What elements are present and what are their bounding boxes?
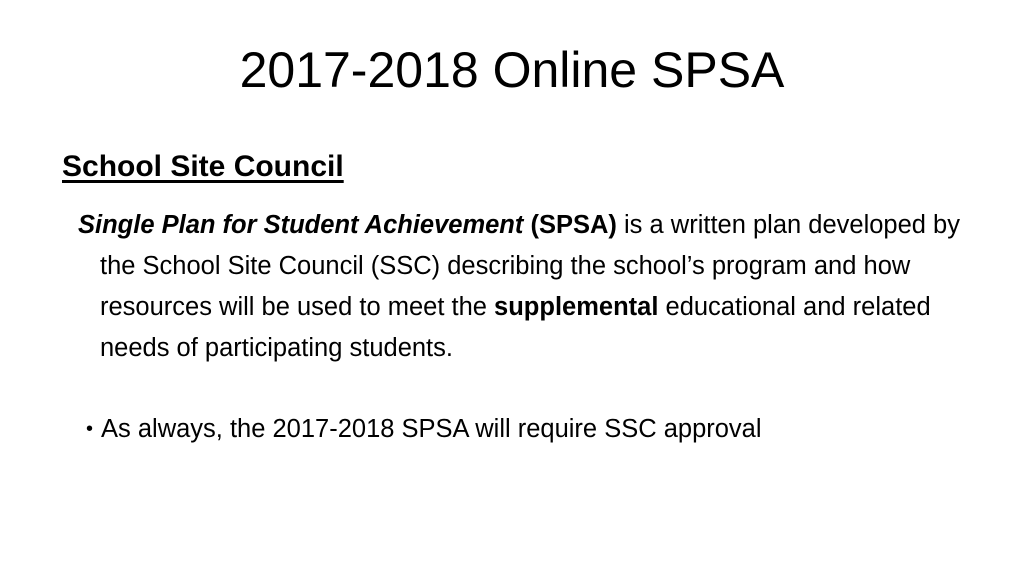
paragraph-text-1: is a written plan developed by the School Site Council (SSC) describing the school’s program and how resources will be used to meet the: [100, 211, 960, 321]
paragraph-text-2: educational and related needs of participating students.: [100, 293, 931, 362]
body-paragraph: [78, 205, 980, 369]
slide-title: 2017-2018 Online SPSA: [239, 42, 785, 98]
emphasis-bold: supplemental: [494, 293, 659, 321]
bullet-item: [86, 409, 986, 450]
bullet-marker: •: [86, 418, 94, 440]
section-heading: School Site Council: [62, 150, 344, 183]
acronym-bold: (SPSA): [530, 211, 617, 239]
term-italic-bold: Single Plan for Student Achievement: [78, 211, 524, 239]
bullet-text: As always, the 2017-2018 SPSA will require SSC approval: [101, 415, 762, 443]
